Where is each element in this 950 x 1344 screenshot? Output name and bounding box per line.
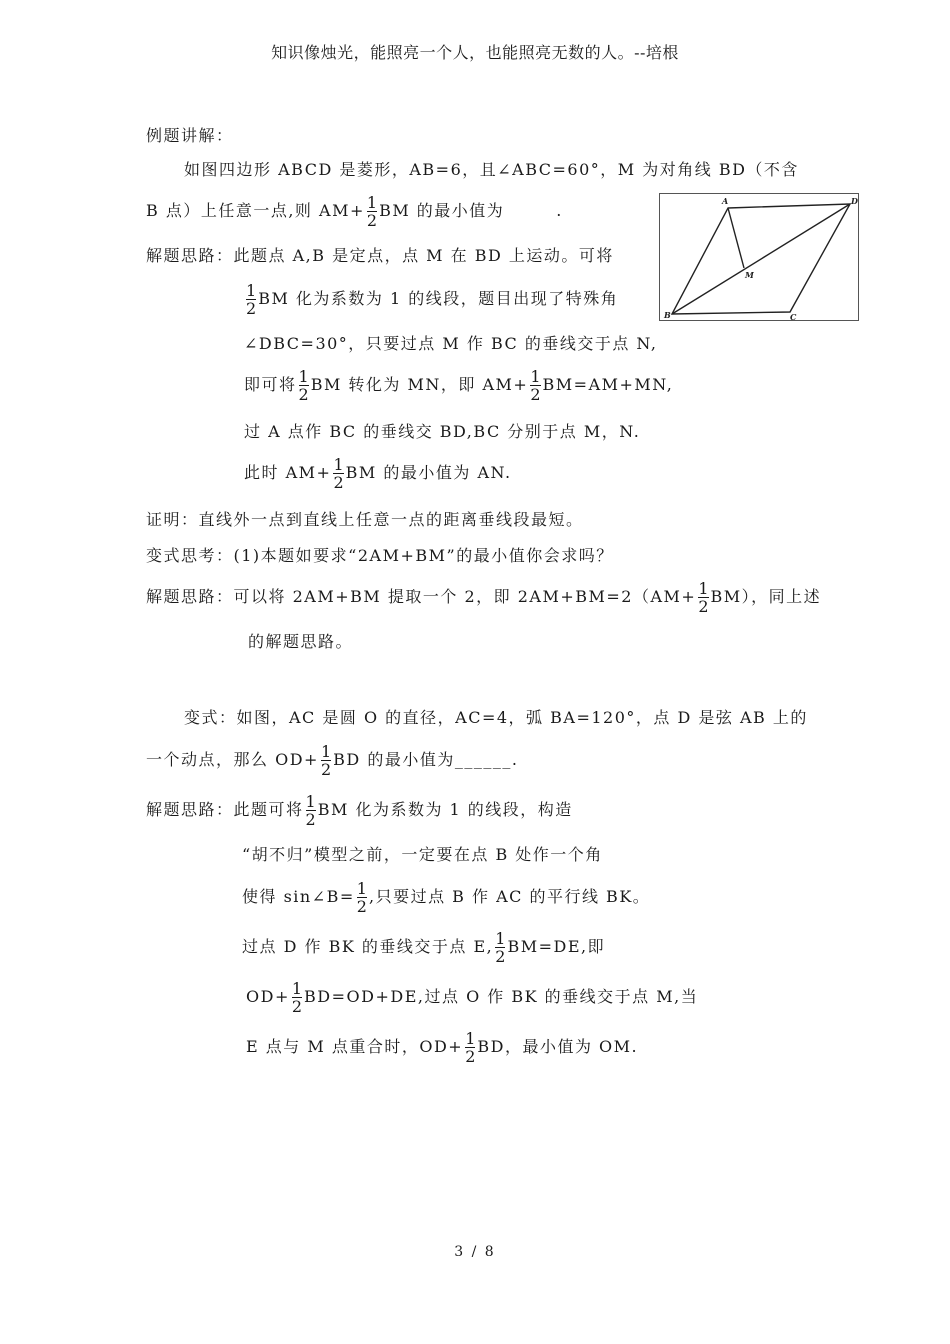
variant-line-2	[146, 743, 518, 778]
label-b: B	[664, 310, 671, 320]
label-c: C	[790, 312, 797, 320]
text: B 点）上任意一点,则 AM+	[146, 201, 365, 220]
text: .	[556, 201, 563, 220]
fraction-half: $\frac{1}{2}$	[495, 929, 506, 966]
variant-line-1: 变式：如图，AC 是圆 O 的直径，AC=4，弧 BA=120°，点 D 是弦 AB 上的	[184, 708, 808, 727]
label-m: M	[745, 270, 754, 280]
fraction-half: $\frac{1}{2}$	[291, 979, 303, 1016]
fraction-half: $\frac{1}{2}$	[333, 455, 344, 492]
text: ,只要过点 B 作 AC 的平行线 BK。	[368, 887, 651, 906]
solution1-line-3: ∠DBC=30°，只要过点 M 作 BC 的垂线交于点 N,	[244, 334, 658, 353]
text: 此时 AM+	[244, 463, 332, 482]
example-line-2	[146, 194, 563, 229]
rhombus-figure	[659, 193, 859, 321]
segment-am	[728, 208, 744, 268]
text: BD=OD+DE,过点 O 作 BK 的垂线交于点 M,当	[304, 987, 699, 1006]
fraction-half: $\frac{1}{2}$	[246, 281, 257, 318]
solution1-line-1	[146, 246, 614, 266]
page-header: 知识像烛光，能照亮一个人，也能照亮无数的人。--培根	[271, 43, 679, 62]
label-a: A	[722, 196, 729, 206]
solution3-line-3	[242, 880, 650, 915]
text: BM=DE,即	[507, 937, 606, 956]
text: 使得 sin∠B=	[242, 887, 355, 906]
text: BD，最小值为 OM.	[477, 1037, 639, 1056]
solution2-line-2: 的解题思路。	[248, 632, 354, 651]
text: 即可将	[244, 375, 297, 394]
proof-line: 证明：直线外一点到直线上任意一点的距离垂线段最短。	[146, 510, 584, 529]
text: 过点 D 作 BK 的垂线交于点 E,	[242, 937, 494, 956]
solution2-line-1	[146, 580, 821, 615]
text: BM），同上述	[710, 587, 822, 606]
solution3-line-1	[146, 793, 573, 828]
fraction-half: $\frac{1}{2}$	[366, 193, 378, 230]
solution-label: 解题思路：	[146, 587, 234, 606]
solution3-line-4	[242, 930, 605, 965]
text: 此题点 A,B 是定点，点 M 在 BD 上运动。可将	[233, 246, 614, 265]
text: BM 的最小值为	[379, 201, 505, 220]
text: BM 的最小值为 AN.	[345, 463, 512, 482]
fraction-half: $\frac{1}{2}$	[465, 1029, 476, 1066]
solution3-line-6	[246, 1030, 638, 1065]
solution1-line-6	[244, 456, 512, 491]
fraction-half: $\frac{1}{2}$	[298, 367, 309, 404]
diagonal-bd	[672, 204, 850, 314]
text: 一个动点，那么 OD+	[146, 750, 319, 769]
text: 可以将 2AM+BM 提取一个 2，即 2AM+BM=2（AM+	[233, 587, 697, 606]
fraction-half: $\frac{1}{2}$	[320, 742, 332, 779]
fraction-half: $\frac{1}{2}$	[698, 579, 709, 616]
solution-label: 解题思路：	[146, 246, 234, 265]
fraction-half: $\frac{1}{2}$	[356, 879, 367, 916]
text: BM=AM+MN,	[542, 375, 674, 394]
solution-label: 解题思路：	[146, 800, 234, 819]
solution1-line-5: 过 A 点作 BC 的垂线交 BD,BC 分别于点 M，N.	[244, 422, 641, 441]
solution3-line-5	[246, 980, 698, 1015]
variant-think-line: 变式思考：(1)本题如要求“2AM+BM”的最小值你会求吗？	[146, 546, 614, 565]
text: BD 的最小值为______.	[333, 750, 519, 769]
solution3-line-2: “胡不归”模型之前，一定要在点 B 处作一个角	[242, 845, 603, 864]
example-heading: 例题讲解：	[146, 126, 234, 145]
rhombus-diagram	[660, 194, 858, 320]
text: 此题可将	[233, 800, 304, 819]
page-number: 3 / 8	[454, 1244, 496, 1260]
text: BM 转化为 MN，即 AM+	[310, 375, 529, 394]
text: BM 化为系数为 1 的线段，题目出现了特殊角	[258, 289, 619, 308]
text: OD+	[246, 987, 290, 1006]
fraction-half: $\frac{1}{2}$	[305, 792, 316, 829]
solution1-line-2	[244, 282, 618, 317]
text: E 点与 M 点重合时，OD+	[246, 1037, 464, 1056]
text: BM 化为系数为 1 的线段，构造	[317, 800, 573, 819]
label-d: D	[851, 196, 858, 206]
solution1-line-4	[244, 368, 673, 403]
fraction-half: $\frac{1}{2}$	[530, 367, 541, 404]
example-line-1: 如图四边形 ABCD 是菱形，AB=6，且∠ABC=60°，M 为对角线 BD（不含	[184, 160, 799, 179]
